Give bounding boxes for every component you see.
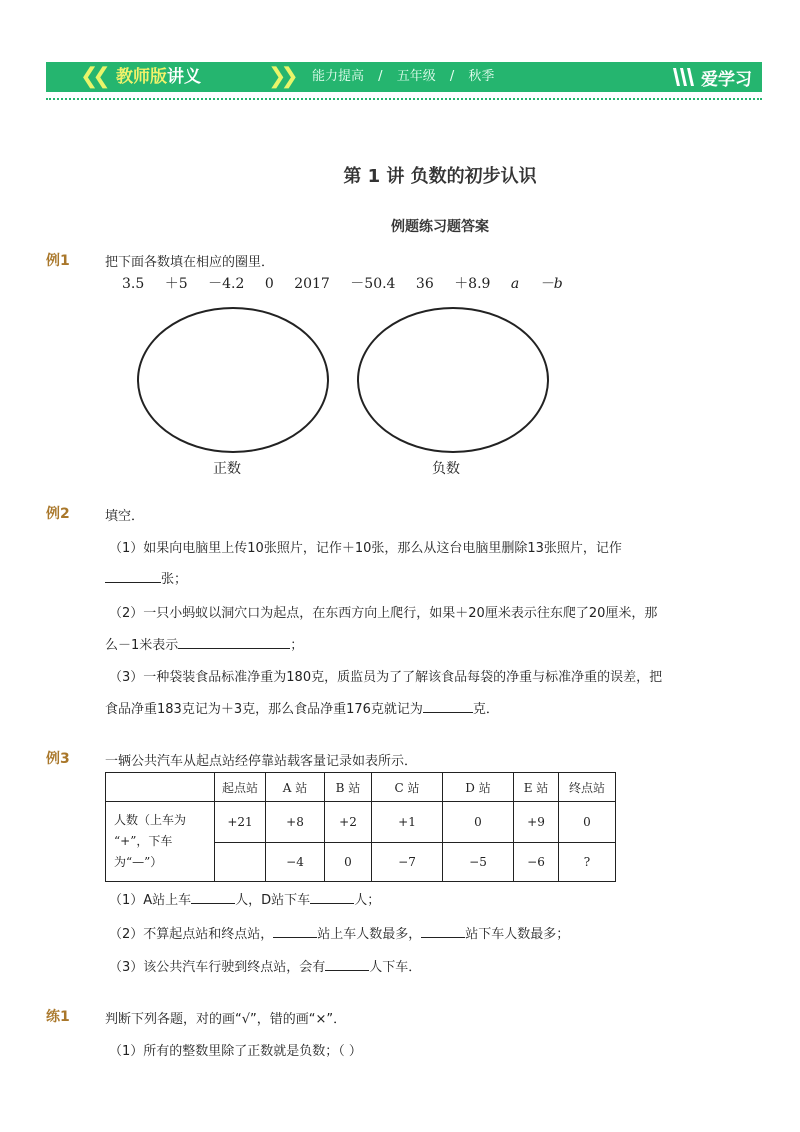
table-cell: 0 (443, 802, 514, 843)
ex3-prompt: 一辆公共汽车从起点站经停靠站载客量记录如表所示． (105, 754, 418, 769)
number-item: ＋5 (164, 276, 188, 292)
positive-circle-label: 正数 (213, 461, 241, 477)
ex3-q2-c: 站下车人数最多； (465, 927, 570, 942)
badge-part2: 讲义 (167, 67, 201, 87)
table-row (106, 802, 616, 843)
passenger-table (105, 772, 616, 882)
header-divider (46, 98, 762, 102)
ex3-q1-b: 人，D站下车 (235, 893, 311, 908)
ex3-q1-a: （1）A站上车 (109, 893, 192, 908)
ex1-prompt: 把下面各数填在相应的圈里． (105, 255, 275, 270)
breadcrumb (312, 69, 504, 85)
ex3-q2-b: 站上车人数最多， (317, 927, 422, 942)
pr1-prompt: 判断下列各题，对的画“√”，错的画“×”． (105, 1012, 347, 1027)
table-cell: +8 (266, 802, 325, 843)
table-header-cell: A 站 (266, 773, 325, 802)
number-item: －50.4 (350, 276, 396, 292)
ex2-q1-line2 (105, 568, 187, 587)
answer-blank[interactable] (325, 958, 369, 971)
ex2-q3-line2 (105, 698, 499, 717)
badge-part1: 教师版 (116, 67, 167, 87)
table-corner-cell (106, 773, 215, 802)
ex2-q2-line2 (105, 634, 303, 653)
logo-text: 爱学习 (701, 69, 752, 90)
ex1-label: 例1 (46, 253, 70, 269)
table-cell (215, 843, 266, 882)
breadcrumb-item: 五年级 (396, 69, 436, 84)
answer-blank[interactable] (105, 570, 161, 583)
row-header-line: 人数（上车为 (114, 813, 187, 827)
ex2-q3-line1: （3）一种袋装食品标准净重为180克，质监员为了了解该食品每袋的净重与标准净重的误差，把 (109, 670, 663, 685)
pr1-q1: （1）所有的整数里除了正数就是负数；（ ） (109, 1044, 362, 1059)
negative-circle-label: 负数 (432, 461, 460, 477)
ex3-label: 例3 (46, 751, 70, 767)
logo-mark-icon (671, 66, 697, 88)
table-cell: −5 (443, 843, 514, 882)
breadcrumb-separator: / (449, 69, 455, 84)
number-item: －4.2 (208, 276, 245, 292)
table-cell: −7 (372, 843, 443, 882)
breadcrumb-item: 秋季 (468, 69, 495, 84)
table-cell: −4 (266, 843, 325, 882)
table-cell: +1 (372, 802, 443, 843)
ex3-q3 (109, 956, 421, 975)
negative-circle (357, 307, 549, 453)
table-cell: 0 (325, 843, 372, 882)
ex3-q2 (109, 923, 569, 942)
breadcrumb-item: 能力提高 (312, 69, 365, 84)
header-badge (116, 66, 201, 88)
table-header-cell: 终点站 (559, 773, 616, 802)
chevron-right-icon: ❯❯ (268, 64, 293, 89)
table-cell: ? (559, 843, 616, 882)
ex2-q1-line1: （1）如果向电脑里上传10张照片，记作＋10张，那么从这台电脑里删除13张照片，记作 (109, 541, 622, 556)
number-item: 0 (264, 276, 274, 292)
answer-blank[interactable] (191, 891, 235, 904)
header-bar (46, 62, 762, 92)
table-cell: 0 (559, 802, 616, 843)
brand-logo (671, 64, 752, 90)
ex3-q3-a: （3）该公共汽车行驶到终点站，会有 (109, 960, 326, 975)
row-header-line: “+”，下车 (114, 834, 173, 848)
ex3-q1-c: 人； (354, 893, 381, 908)
ex2-label: 例2 (46, 506, 70, 522)
ex2-q3-pre: 食品净重183克记为＋3克，那么食品净重176克就记为 (105, 702, 423, 717)
ex3-q3-b: 人下车． (369, 960, 422, 975)
row-header-line: 为“—”） (114, 855, 163, 869)
answer-blank[interactable] (421, 925, 465, 938)
answer-blank[interactable] (178, 636, 290, 649)
answer-blank[interactable] (273, 925, 317, 938)
ex3-q1 (109, 889, 380, 908)
number-item: －b (539, 276, 563, 292)
ex1-number-list (122, 273, 579, 293)
number-item: a (510, 276, 520, 292)
ex2-q1-unit: 张； (161, 572, 188, 587)
table-header-row (106, 773, 616, 802)
ex3-q2-a: （2）不算起点站和终点站， (109, 927, 274, 942)
ex2-q2-post: ； (290, 638, 304, 653)
table-header-cell: E 站 (514, 773, 559, 802)
table-header-cell: C 站 (372, 773, 443, 802)
number-item: 3.5 (122, 276, 145, 292)
table-cell: +21 (215, 802, 266, 843)
chevron-left-icon: ❮❮ (80, 64, 105, 89)
table-cell: +9 (514, 802, 559, 843)
positive-circle (137, 307, 329, 453)
table-header-cell: D 站 (443, 773, 514, 802)
ex2-q2-line1: （2）一只小蚂蚁以洞穴口为起点，在东西方向上爬行，如果＋20厘米表示往东爬了20厘米，那 (109, 606, 658, 621)
ex2-prompt: 填空． (105, 509, 145, 524)
answer-blank[interactable] (423, 700, 473, 713)
ex2-q2-pre: 么－1米表示 (105, 638, 179, 653)
table-cell: +2 (325, 802, 372, 843)
number-item: 2017 (294, 276, 330, 292)
table-header-cell: 起点站 (215, 773, 266, 802)
page-title: 第 1 讲 负数的初步认识 (343, 166, 537, 187)
section-subtitle: 例题练习题答案 (391, 219, 489, 235)
ex2-q3-post: 克． (472, 702, 499, 717)
table-row-header (106, 802, 215, 882)
breadcrumb-separator: / (378, 69, 383, 84)
answer-blank[interactable] (310, 891, 354, 904)
pr1-label: 练1 (46, 1009, 70, 1025)
table-header-cell: B 站 (325, 773, 372, 802)
table-cell: −6 (514, 843, 559, 882)
number-item: ＋8.9 (454, 276, 491, 292)
number-item: 36 (415, 276, 434, 292)
